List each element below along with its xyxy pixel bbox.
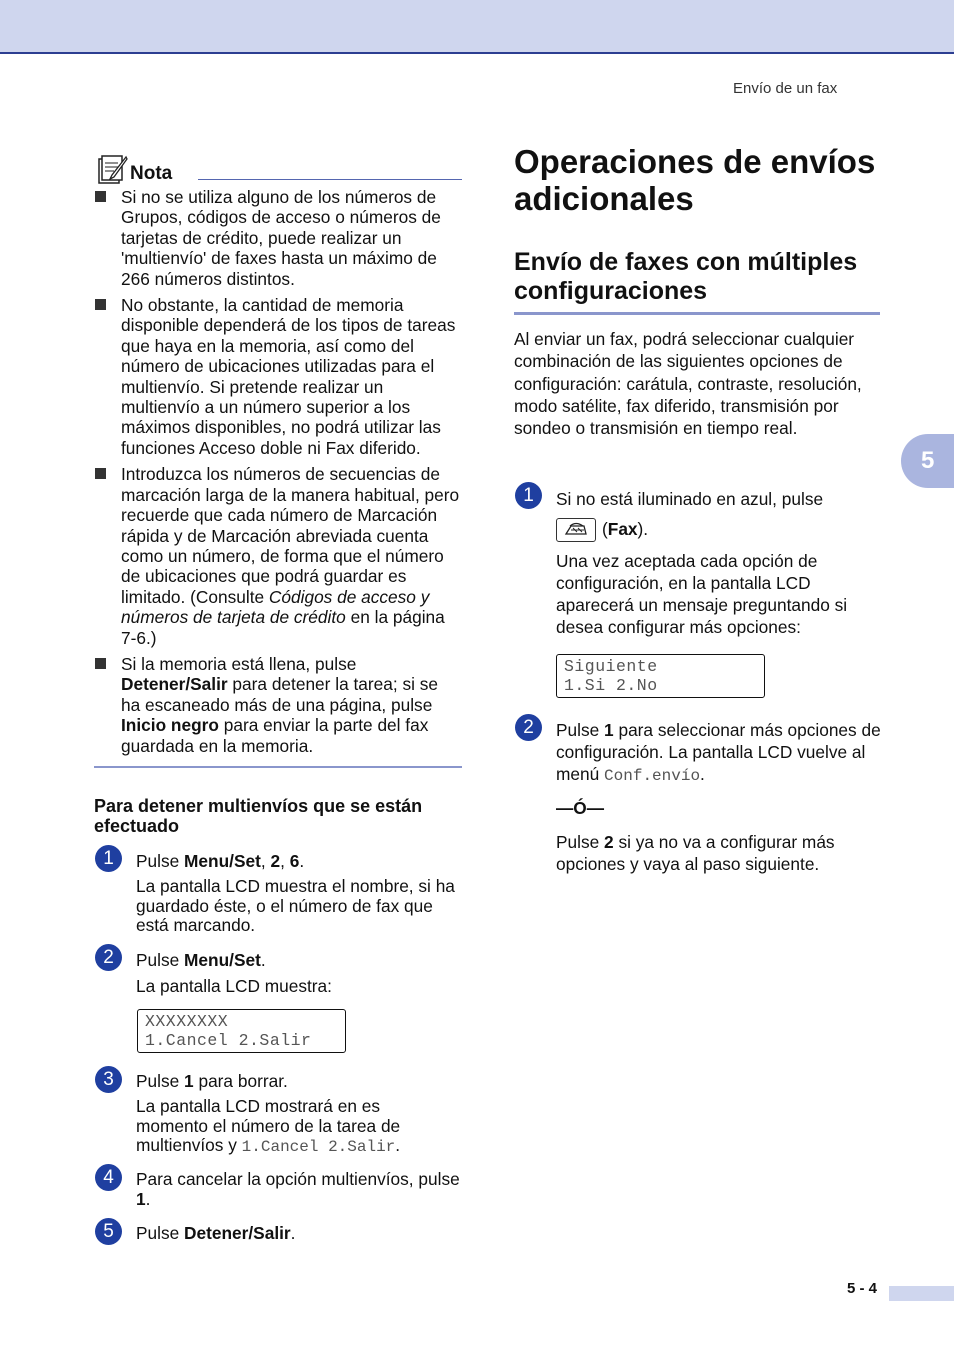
running-head: Envío de un fax [733,80,838,97]
step-1 [556,488,886,644]
note-text: en la página 7-6.) [121,607,445,648]
or-separator: —Ó— [556,798,605,818]
step-description: La pantalla LCD muestra el nombre, si ha guardado éste, o el número de fax que está marcando. [136,876,455,935]
step-text: . [700,764,705,784]
step-description: La pantalla LCD muestra: [136,976,332,996]
key-name: Menu/Set [184,851,261,871]
cross-reference-link[interactable]: Códigos de acceso y números de tarjeta de crédito [121,586,430,628]
step-3 [136,1071,466,1164]
key-name: Fax [607,519,638,539]
step-number-badge: 2 [95,944,122,971]
fax-key-icon[interactable] [556,518,596,542]
footer-band [889,1286,954,1301]
note-text: para detener la tarea; si se ha escaneado más de una página, pulse [121,674,439,715]
note-pencil-icon [96,155,128,185]
intro-paragraph: Al enviar un fax, podrá seleccionar cualquier combinación de las siguientes opciones de configuración: carátula, contraste, resolución, modo satélite, fax diferido, transmisión por sondeo o transmisión en tiempo real. [514,329,862,439]
key-name: Detener/Salir [184,1223,291,1243]
note-text: Si no se utiliza alguno de los números de Grupos, códigos de acceso o números de tarjetas de crédito, puede realizar un 'multienvío' de faxes hasta un máximo de 266 números distintos. [121,187,441,289]
note-text: No obstante, la cantidad de memoria disponible dependerá de los tipos de tareas que haya en la memoria, así como del número de ubicaciones utilizadas para el multienvío. Si pretende realizar un multienvío a un número superior a los máximos disponibles, no podrá utilizar las funciones Acceso doble ni Fax diferido. [121,295,456,458]
lcd-inline-text: Conf.envío [604,767,701,785]
square-bullet-icon [95,468,106,479]
step-text: ). [637,519,649,539]
step-4 [136,1169,466,1215]
step-text: Pulse [136,851,185,871]
key-name: 2 [270,851,281,871]
lcd-line: 1.Si 2.No [564,676,658,695]
fax-machine-icon [557,519,595,541]
note-text: Si la memoria está llena, pulse [121,653,357,674]
step-text: Pulse [556,832,605,852]
top-band [0,0,954,54]
step-text: Pulse [136,1223,185,1243]
lcd-display [137,1009,346,1053]
key-name: Menu/Set [184,950,261,970]
lcd-inline-text: 1.Cancel 2.Salir [241,1138,396,1156]
square-bullet-icon [95,191,106,202]
step-text: . [145,1189,151,1209]
lcd-display [556,654,765,698]
step-text: para borrar. [193,1071,288,1091]
key-name: 2 [604,832,614,852]
step-text: . [395,1135,401,1155]
step-text: si ya no va a configurar más opciones y vaya al paso siguiente. [556,832,835,874]
section-rule [514,312,880,315]
page-title: Operaciones de envíos adicionales [514,143,876,217]
square-bullet-icon [95,299,106,310]
key-name: 1 [184,1071,194,1091]
step-text: Pulse [556,720,605,740]
step-text: Pulse [136,950,185,970]
note-list [94,187,462,762]
step-2 [136,950,466,1002]
step-text: . [290,1223,296,1243]
note-text: Introduzca los números de secuencias de marcación larga de la manera habitual, pero recuerde que cada número de Marcación rápida y de Marcación abreviada cuenta como un número, de forma que el número de ubicaciones que podrá guardar es limitado. (Consulte [121,464,460,607]
step-text: Pulse [136,1071,185,1091]
key-name: 6 [289,851,300,871]
step-1 [136,851,466,942]
chapter-tab[interactable]: 5 [901,434,954,488]
key-name: 1 [136,1189,146,1209]
note-text: para enviar la parte del fax guardada en la memoria. [121,715,429,756]
step-text: , [260,851,271,871]
step-text: para seleccionar más opciones de configuración. La pantalla LCD vuelve al menú [556,720,881,784]
note-bottom-rule [94,766,462,768]
note-item [94,187,462,289]
key-name: Detener/Salir [121,674,228,695]
key-name: 1 [604,720,614,740]
page-number: 5 - 4 [847,1280,878,1297]
step-number-badge: 1 [95,845,122,872]
step-text: , [280,851,290,871]
lcd-line: XXXXXXXX [145,1012,229,1031]
step-text: Si no está iluminado en azul, pulse [556,489,824,509]
step-number-badge: 3 [95,1066,122,1093]
note-rule [198,179,462,180]
step-text: Para cancelar la opción multienvíos, pulse [136,1169,460,1189]
step-text: . [260,950,266,970]
square-bullet-icon [95,658,106,669]
note-item [94,464,462,648]
note-item [94,654,462,756]
step-2 [556,719,886,881]
step-description: La pantalla LCD mostrará en es momento el número de la tarea de multienvíos y [136,1096,401,1155]
step-number-badge: 5 [95,1218,122,1245]
step-number-badge: 1 [515,482,542,509]
lcd-line: 1.Cancel 2.Salir [145,1031,312,1050]
note-title: Nota [130,163,173,184]
step-5 [136,1223,466,1249]
lcd-line: Siguiente [564,657,658,676]
step-description: Una vez aceptada cada opción de configuración, en la pantalla LCD aparecerá un mensaje preguntando si desea configurar más opciones: [556,551,848,638]
step-text: . [299,851,305,871]
section-title: Envío de faxes con múltiples configuraciones [514,248,858,305]
step-number-badge: 2 [515,714,542,741]
note-item [94,295,462,458]
step-number-badge: 4 [95,1164,122,1191]
step-text: ( [602,519,608,539]
subsection-heading: Para detener multienvíos que se están efectuado [94,796,423,836]
key-name: Inicio negro [121,715,219,736]
